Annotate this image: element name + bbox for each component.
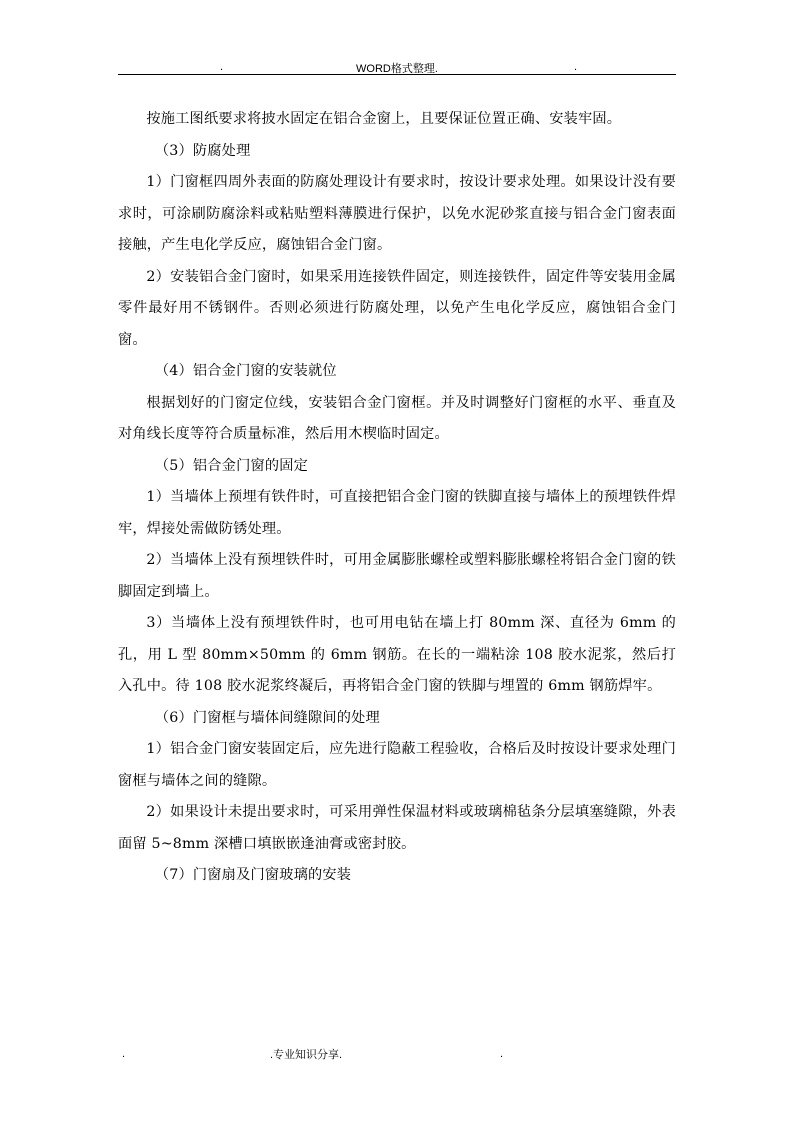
- paragraph-5: 根据划好的门窗定位线，安装铝合金门窗框。并及时调整好门窗框的水平、垂直及对角线长度等符合质量标准，然后用木楔临时固定。: [118, 394, 676, 442]
- footer-text: .专业知识分享.: [270, 1049, 343, 1061]
- footer-dot-right: .: [500, 1048, 504, 1060]
- paragraph-9: 3）当墙体上没有预埋铁件时，也可用电钻在墙上打 80mm 深、直径为 6mm 的孔，用 L 型 80mm×50mm 的 6mm 钢筋。在长的一端粘涂 108 胶水泥浆，然后打入孔中。待 108 胶水泥浆终凝后，再将铝合金门窗的铁脚与埋置的 6mm 钢筋焊牢。: [118, 615, 676, 694]
- document-body: [118, 104, 676, 892]
- footer-dot-left: .: [122, 1048, 126, 1060]
- paragraph-12: 2）如果设计未提出要求时，可采用弹性保温材料或玻璃棉毡条分层填塞缝隙，外表面留 5~8mm 深槽口填嵌嵌逢油膏或密封胶。: [118, 804, 676, 852]
- section-heading-4: （4）铝合金门窗的安装就位: [154, 363, 337, 379]
- section-heading-5: （5）铝合金门窗的固定: [154, 457, 309, 474]
- paragraph-3: 2）安装铝合金门窗时，如果采用连接铁件固定，则连接铁件，固定件等安装用金属零件最好用不锈钢件。否则必须进行防腐处理，以免产生电化学反应，腐蚀铝合金门窗。: [118, 268, 676, 348]
- section-heading-7: （7）门窗扇及门窗玻璃的安装: [154, 867, 352, 883]
- section-heading-3: （3）防腐处理: [154, 142, 251, 159]
- paragraph-8: 2）当墙体上没有预埋铁件时，可用金属膨胀螺栓或塑料膨胀螺栓将铝合金门窗的铁脚固定到墙上。: [118, 552, 676, 600]
- paragraph-2: 1）门窗框四周外表面的防腐处理设计有要求时，按设计要求处理。如果设计没有要求时，可涂刷防腐涂料或粘贴塑料薄膜进行保护，以免水泥砂浆直接与铝合金门窗表面接触，产生电化学反应，腐蚀铝合金门窗。: [118, 174, 676, 253]
- paragraph-11: 1）铝合金门窗安装固定后，应先进行隐蔽工程验收，合格后及时按设计要求处理门窗框与墙体之间的缝隙。: [118, 741, 676, 789]
- header-dot-right: .: [574, 61, 578, 73]
- page-header: [118, 58, 676, 75]
- paragraph-0: 按施工图纸要求将披水固定在铝合金窗上，且要保证位置正确、安装牢固。: [146, 111, 622, 127]
- page-footer: [118, 1046, 676, 1062]
- header-title: WORD格式整理.: [356, 63, 438, 75]
- header-dot-left: .: [220, 61, 224, 73]
- paragraph-7: 1）当墙体上预埋有铁件时，可直接把铝合金门窗的铁脚直接与墙体上的预埋铁件焊牢，焊接处需做防锈处理。: [118, 489, 676, 537]
- section-heading-6: （6）门窗框与墙体间缝隙间的处理: [154, 709, 380, 726]
